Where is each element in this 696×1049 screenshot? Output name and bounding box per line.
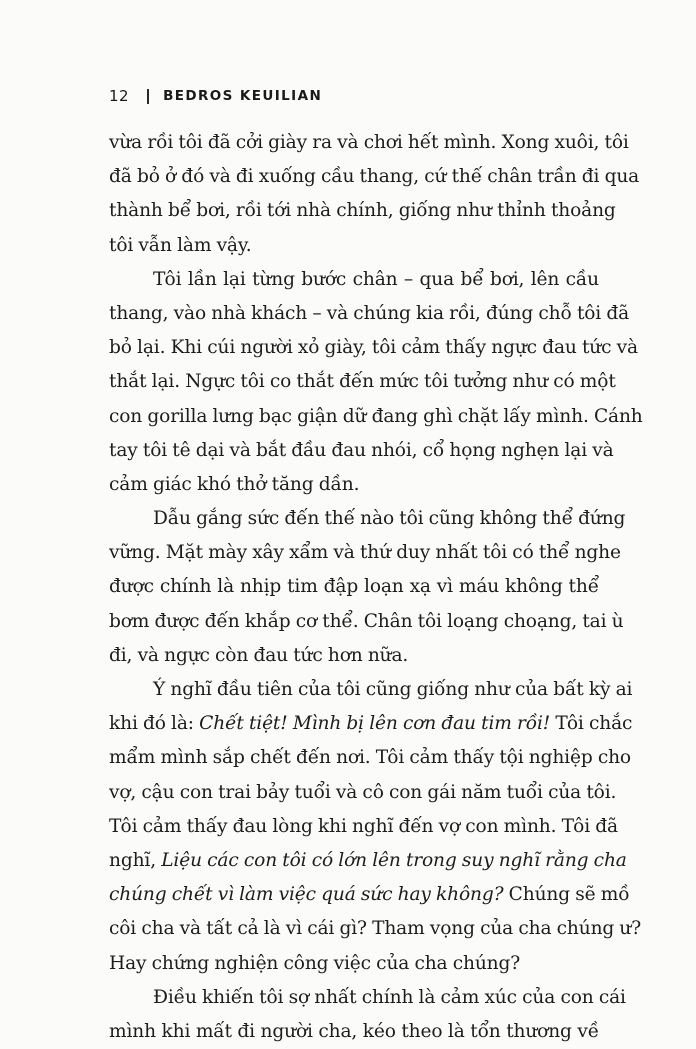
- text-run: bơm được đến khắp cơ thể. Chân tôi loạng choạng, tai ù: [109, 610, 624, 632]
- text-run: Ý nghĩ đầu tiên của tôi cũng giống như của bất kỳ ai: [153, 679, 633, 700]
- text-line: [109, 741, 631, 775]
- text-run: Tôi lần lại từng bước chân – qua bể bơi, lên cầu: [153, 268, 599, 290]
- text-run: côi cha và tất cả là vì cái gì? Tham vọng của cha chúng ư?: [109, 918, 642, 940]
- text-run: Điều khiến tôi sợ nhất chính là cảm xúc của con cái: [153, 986, 626, 1008]
- text-line: [109, 400, 643, 434]
- text-line: [109, 673, 633, 707]
- body-text: [109, 126, 643, 1049]
- italic-text-run: Chết tiệt! Mình bị lên cơn đau tim rồi!: [199, 713, 551, 735]
- text-line: [109, 878, 630, 912]
- italic-text-run: chúng chết vì làm việc quá sức hay không?: [109, 884, 504, 906]
- italic-text-run: Liệu các con tôi có lớn lên trong suy nghĩ rằng cha: [161, 849, 627, 871]
- text-line: [109, 639, 599, 673]
- text-line: [109, 365, 616, 399]
- text-line: [109, 229, 599, 263]
- text-line: [109, 981, 626, 1015]
- text-run: vững. Mặt mày xây xẩm và thứ duy nhất tôi có thể nghe: [109, 542, 621, 564]
- text-line: [109, 707, 633, 741]
- text-run: Dẫu gắng sức đến thế nào tôi cũng không thể đứng: [153, 508, 626, 530]
- text-run: Tôi chắc: [550, 713, 633, 735]
- text-line: [109, 810, 618, 844]
- text-run: Tôi cảm thấy đau lòng khi nghĩ đến vợ con mình. Tôi đã: [109, 815, 618, 837]
- text-run: vừa rồi tôi đã cởi giày ra và chơi hết mình. Xong xuôi, tôi: [109, 132, 629, 153]
- text-line: [109, 1015, 599, 1049]
- text-line: [109, 912, 642, 946]
- running-header: [109, 86, 322, 106]
- text-line: [109, 536, 621, 570]
- text-line: [109, 844, 627, 878]
- text-line: [109, 263, 599, 297]
- text-run: bỏ lại. Khi cúi người xỏ giày, tôi cảm thấy ngực đau tức và: [109, 337, 638, 359]
- text-line: [109, 605, 624, 639]
- text-line: [109, 468, 599, 502]
- text-line: [109, 502, 626, 536]
- author-name: BEDROS KEUILIAN: [163, 88, 323, 104]
- text-run: đi, và ngực còn đau tức hơn nữa.: [109, 644, 409, 666]
- text-run: con gorilla lưng bạc giận dữ đang ghì chặt lấy mình. Cánh: [109, 405, 643, 427]
- page-number: 12: [109, 87, 130, 105]
- text-run: thành bể bơi, rồi tới nhà chính, giống như thỉnh thoảng: [109, 200, 616, 222]
- text-run: Chúng sẽ mồ: [503, 884, 630, 906]
- text-run: thắt lại. Ngực tôi co thắt đến mức tôi tưởng như có một: [109, 371, 616, 393]
- text-run: Hay chứng nghiện công việc của cha chúng?: [109, 952, 521, 974]
- text-run: tôi vẫn làm vậy.: [109, 234, 252, 256]
- text-line: [109, 160, 640, 194]
- text-run: tay tôi tê dại và bắt đầu đau nhói, cổ họng nghẹn lại và: [109, 439, 614, 461]
- text-run: mình khi mất đi người cha, kéo theo là tổn thương về: [109, 1020, 599, 1042]
- text-run: khi đó là:: [109, 713, 200, 735]
- text-run: được chính là nhịp tim đập loạn xạ vì máu không thể: [109, 576, 599, 598]
- text-run: vợ, cậu con trai bảy tuổi và cô con gái năm tuổi của tôi.: [109, 781, 617, 803]
- text-line: [109, 331, 638, 365]
- text-line: [109, 570, 599, 604]
- text-line: [109, 126, 629, 160]
- text-run: thang, vào nhà khách – và chúng kia rồi, đúng chỗ tôi đã: [109, 302, 630, 324]
- text-run: nghĩ,: [109, 849, 162, 871]
- text-line: [109, 194, 616, 228]
- text-line: [109, 947, 599, 981]
- text-run: đã bỏ ở đó và đi xuống cầu thang, cứ thế chân trần đi qua: [109, 166, 640, 188]
- header-divider: [147, 89, 149, 104]
- text-line: [109, 297, 630, 331]
- text-run: cảm giác khó thở tăng dần.: [109, 473, 360, 495]
- text-line: [109, 434, 614, 468]
- text-line: [109, 776, 617, 810]
- text-run: mẩm mình sắp chết đến nơi. Tôi cảm thấy tội nghiệp cho: [109, 747, 631, 769]
